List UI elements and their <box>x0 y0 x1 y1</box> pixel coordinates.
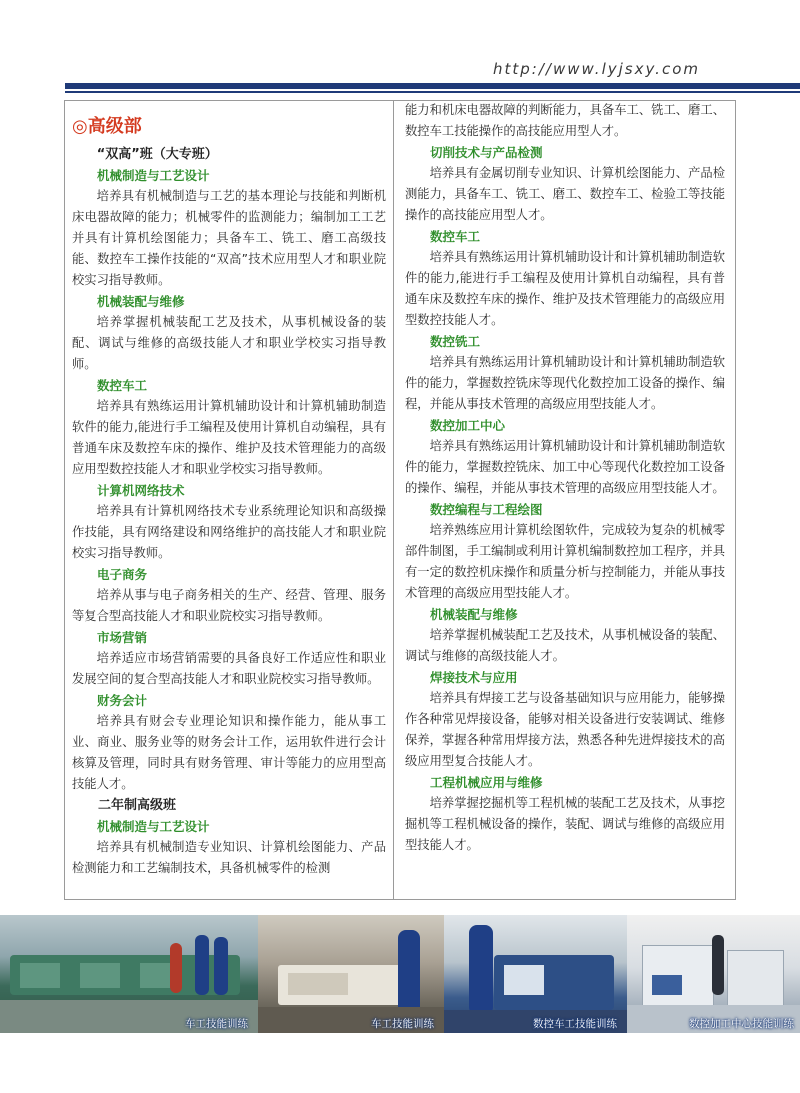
major-title: 数控车工 <box>430 229 481 244</box>
cnc-lathe-training-photo <box>444 915 627 1033</box>
major-title: 工程机械应用与维修 <box>430 775 543 790</box>
major-title: 电子商务 <box>97 567 148 582</box>
section-title: ◎高级部 <box>72 116 142 137</box>
major-title: 计算机网络技术 <box>97 483 185 498</box>
major-description: 培养适应市场营销需要的具备良好工作适应性和职业发展空间的复合型高技能人才和职业院校实习指导教师。 <box>72 651 386 686</box>
column-divider <box>393 100 394 900</box>
major-description: 培养掌握机械装配工艺及技术，从事机械设备的装配、调试与维修的高级技能人才和职业学校实习指导教师。 <box>72 315 386 371</box>
major-title: 机械制造与工艺设计 <box>97 168 210 183</box>
major-description: 培养具有机械制造专业知识、计算机绘图能力、产品检测能力和工艺编制技术，具备机械零件的检测 <box>72 840 386 875</box>
class-title-two-year: 二年制高级班 <box>98 798 177 813</box>
major-description: 培养具有财会专业理论知识和操作能力，能从事工业、商业、服务业等的财务会计工作，运用软件进行会计核算及管理，同时具有财务管理、审计等能力的应用型高技能人才。 <box>72 714 386 791</box>
major-title: 焊接技术与应用 <box>430 670 518 685</box>
major-description: 培养具有焊接工艺与设备基础知识与应用能力，能够操作各种常见焊接设备，能够对相关设备进行安装调试、维修保养，掌握各种常用焊接方法，熟悉各种先进焊接技术的高级应用型复合技能人才。 <box>405 691 725 768</box>
major-description: 培养具有熟练运用计算机辅助设计和计算机辅助制造软件的能力，掌握数控铣床、加工中心等现代化数控加工设备的操作、编程，并能从事技术管理的高级应用型技能人才。 <box>405 439 725 495</box>
major-description: 培养掌握挖掘机等工程机械的装配工艺及技术，从事挖掘机等工程机械设备的操作，装配、调试与维修的高级应用型技能人才。 <box>405 796 725 852</box>
major-description: 培养掌握机械装配工艺及技术，从事机械设备的装配、调试与维修的高级技能人才。 <box>405 628 725 663</box>
major-description: 培养熟练应用计算机绘图软件，完成较为复杂的机械零部件制图，手工编制或利用计算机编制数控加工程序，并具有一定的数控机床操作和质量分析与控制能力，并能从事技术管理的高级应用型技能人才。 <box>405 523 725 600</box>
lathe-training-photo <box>0 915 258 1033</box>
photo-caption: 数控车工技能训练 <box>533 1018 617 1030</box>
site-url: http://www.lyjsxy.com <box>493 60 700 78</box>
major-title: 市场营销 <box>97 630 148 645</box>
major-description: 培养具有熟练运用计算机辅助设计和计算机辅助制造软件的能力,能进行手工编程及使用计算机自动编程，具有普通车床及数控车床的操作、维护及技术管理能力的高级应用型数控技能人才。 <box>405 250 725 327</box>
class-title-double-high: “双高”班（大专班） <box>96 147 218 162</box>
lathe-training-photo <box>258 915 444 1033</box>
header-rule-thick <box>65 83 800 89</box>
major-title: 数控加工中心 <box>430 418 506 433</box>
left-column <box>72 114 386 879</box>
major-title: 机械装配与维修 <box>430 607 518 622</box>
major-title: 财务会计 <box>97 693 148 708</box>
major-description: 培养具有熟练运用计算机辅助设计和计算机辅助制造软件的能力，掌握数控铣床等现代化数控加工设备的操作、编程，并能从事技术管理的高级应用型技能人才。 <box>405 355 725 411</box>
photo-caption: 数控加工中心技能训练 <box>689 1018 794 1030</box>
major-title: 切削技术与产品检测 <box>430 145 543 160</box>
major-title: 数控铣工 <box>430 334 481 349</box>
major-title: 机械制造与工艺设计 <box>97 819 210 834</box>
major-description: 培养具有金属切削专业知识、计算机绘图能力、产品检测能力，具备车工、铣工、磨工、数控车工、检验工等技能操作的高技能应用型人才。 <box>405 166 725 222</box>
right-column <box>405 100 725 856</box>
training-photo-strip <box>0 915 800 1033</box>
major-description: 培养具有计算机网络技术专业系统理论知识和高级操作技能，具有网络建设和网络维护的高技能人才和职业院校实习指导教师。 <box>72 504 386 560</box>
photo-caption: 车工技能训练 <box>371 1018 434 1030</box>
continued-text: 能力和机床电器故障的判断能力，具备车工、铣工、磨工、数控车工技能操作的高技能应用型人才。 <box>405 103 725 138</box>
cnc-machining-center-photo <box>627 915 800 1033</box>
major-title: 数控编程与工程绘图 <box>430 502 543 517</box>
major-description: 培养具有熟练运用计算机辅助设计和计算机辅助制造软件的能力,能进行手工编程及使用计算机自动编程，具有普通车床及数控车床的操作、维护及技术管理能力的高级应用型数控技能人才和职业学校实习指导教师。 <box>72 399 386 476</box>
header-rule-thin <box>65 91 800 93</box>
major-title: 机械装配与维修 <box>97 294 185 309</box>
major-title: 数控车工 <box>97 378 148 393</box>
major-description: 培养从事与电子商务相关的生产、经营、管理、服务等复合型高技能人才和职业院校实习指导教师。 <box>72 588 386 623</box>
photo-caption: 车工技能训练 <box>185 1018 248 1030</box>
major-description: 培养具有机械制造与工艺的基本理论与技能和判断机床电器故障的能力；机械零件的监测能力；编制加工工艺并具有计算机绘图能力；具备车工、铣工、磨工高级技能、数控车工操作技能的“双高”技术应用型人才和职业院校实习指导教师。 <box>72 189 386 287</box>
